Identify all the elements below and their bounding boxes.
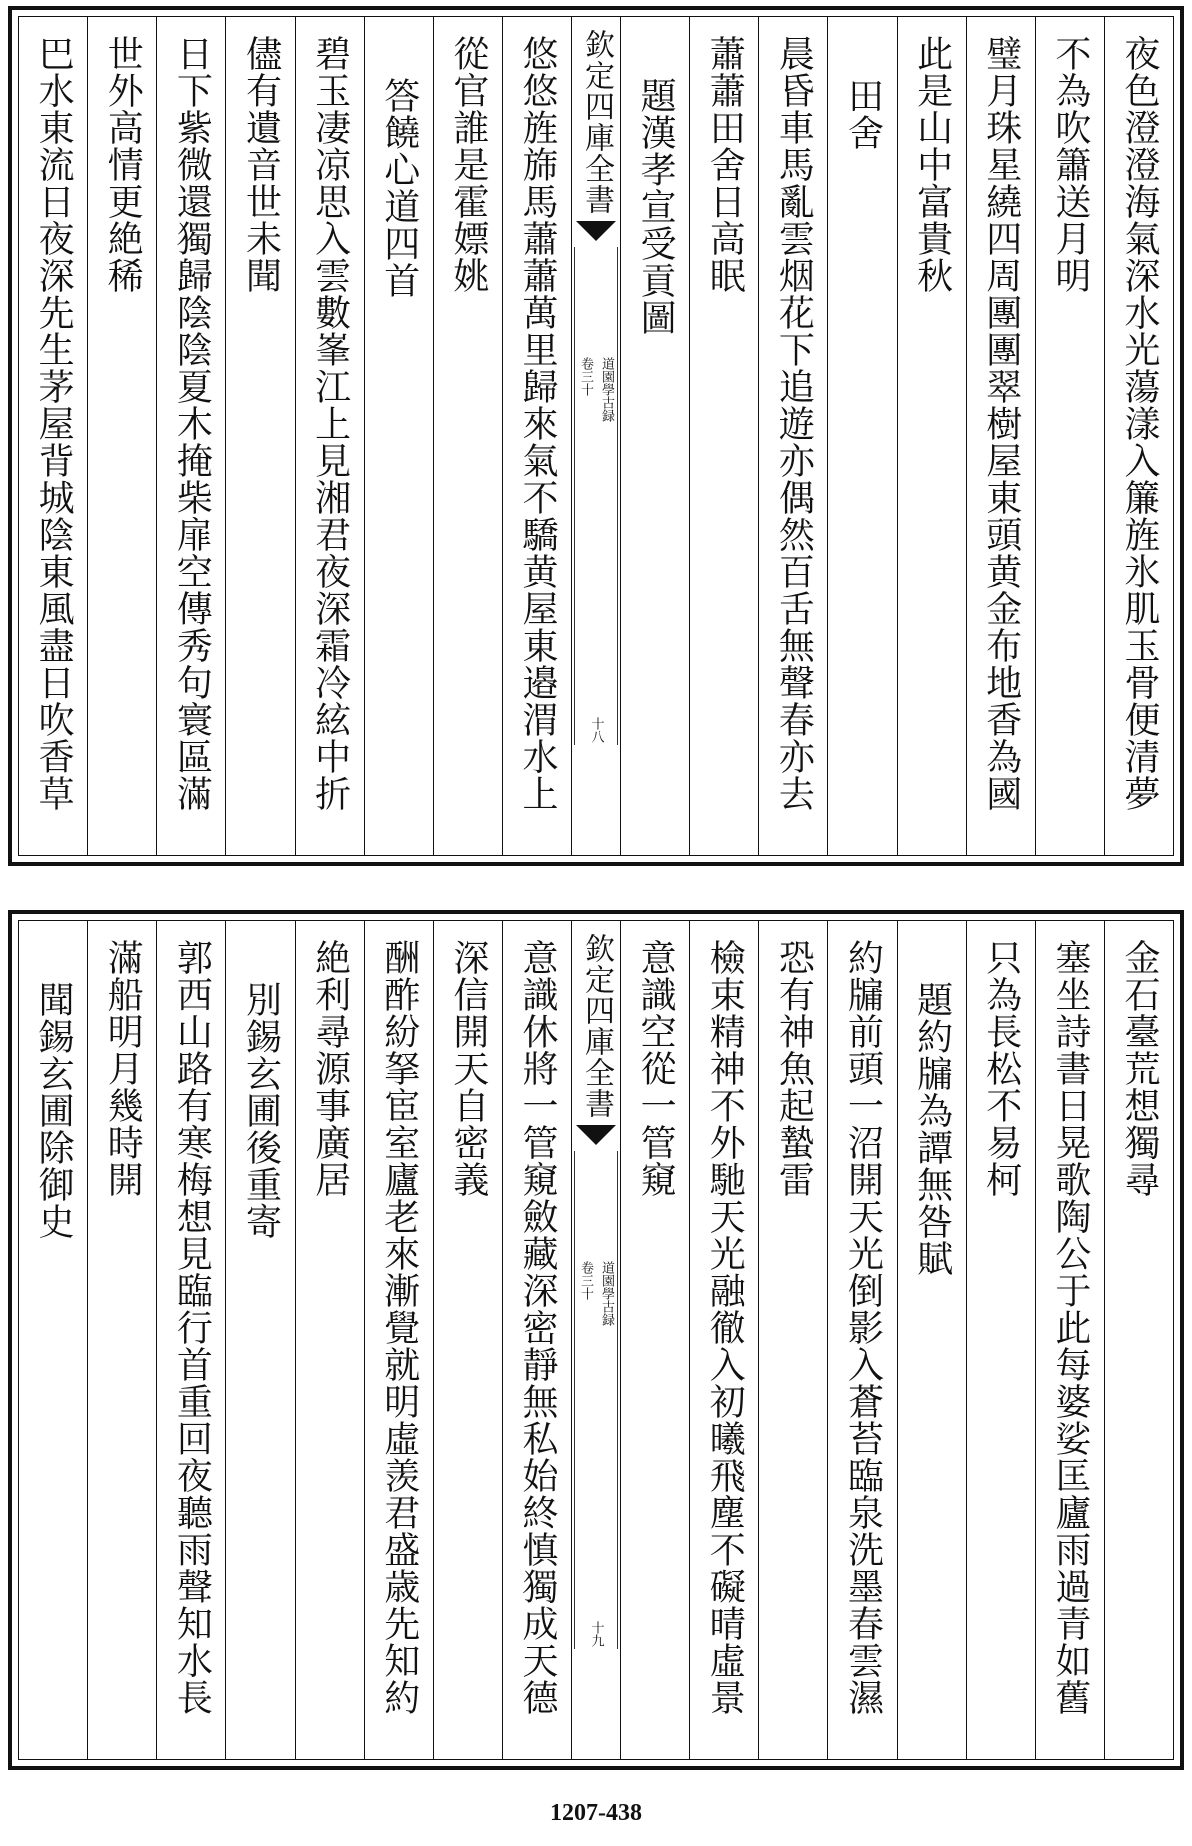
text-column xyxy=(156,17,225,855)
column-text: 晨昏車馬亂雲烟花下追遊亦偶然百舌無聲春亦去 xyxy=(773,35,815,812)
text-column xyxy=(87,17,156,855)
text-column xyxy=(966,17,1035,855)
text-column xyxy=(689,921,758,1759)
column-text: 夜色澄澄海氣深水光蕩漾入簾旌氷肌玉骨便清夢 xyxy=(1118,35,1160,812)
column-text: 深信開天自密義 xyxy=(447,939,489,1198)
book-title: 道園學古録 xyxy=(599,1261,614,1326)
text-column xyxy=(827,921,896,1759)
column-text: 儘有遺音世未聞 xyxy=(240,35,282,294)
text-column xyxy=(897,17,966,855)
collection-title: 欽定四庫全書 xyxy=(579,933,614,1119)
text-column xyxy=(364,17,433,855)
column-text: 不為吹簫送月明 xyxy=(1049,35,1091,294)
text-column xyxy=(1104,17,1173,855)
text-column xyxy=(1035,921,1104,1759)
text-column xyxy=(620,921,689,1759)
column-text: 金石臺荒想獨尋 xyxy=(1118,939,1160,1198)
column-text: 意識空從一管窺 xyxy=(635,939,677,1198)
column-text: 田舍 xyxy=(842,77,884,151)
column-text: 滿船明月幾時開 xyxy=(102,939,144,1198)
center-rule xyxy=(574,247,618,745)
book-volume-label xyxy=(576,357,616,422)
column-text: 題漢孝宣受貢圖 xyxy=(635,77,677,336)
column-text: 聞錫玄圃除御史 xyxy=(33,981,75,1240)
column-text: 日下紫微還獨歸陰陰夏木掩柴扉空傳秀句寰區滿 xyxy=(171,35,213,812)
fish-tail-mark-icon xyxy=(576,221,616,241)
text-column xyxy=(1035,17,1104,855)
column-text: 從官誰是霍嫖姚 xyxy=(447,35,489,294)
leaf-number: 十八 xyxy=(588,717,604,743)
text-column xyxy=(225,17,294,855)
text-column xyxy=(689,17,758,855)
top-page xyxy=(8,6,1184,866)
column-text: 世外高情更絶稀 xyxy=(102,35,144,294)
text-column xyxy=(502,921,571,1759)
text-column xyxy=(827,17,896,855)
collection-title: 欽定四庫全書 xyxy=(579,29,614,215)
column-text: 別錫玄圃後重寄 xyxy=(240,981,282,1240)
text-column xyxy=(433,17,502,855)
book-volume-label xyxy=(576,1261,616,1326)
text-column xyxy=(620,17,689,855)
text-column xyxy=(295,17,364,855)
page-code: 1207-438 xyxy=(550,1800,642,1826)
column-text: 巴水東流日夜深先生茅屋背城陰東風盡日吹香草 xyxy=(33,35,75,812)
text-column xyxy=(19,921,87,1759)
bottom-page xyxy=(8,910,1184,1770)
text-column xyxy=(758,17,827,855)
column-text: 璧月珠星繞四周團團翠樹屋東頭黄金布地香為國 xyxy=(980,35,1022,812)
fish-tail-mark-icon xyxy=(576,1125,616,1145)
column-text: 檢束精神不外馳天光融徹入初曦飛塵不礙晴虛景 xyxy=(704,939,746,1716)
center-fold-column xyxy=(571,17,620,855)
column-text: 酬酢紛拏宦室廬老來漸覺就明虛羡君盛歳先知約 xyxy=(378,939,420,1716)
column-text: 題約牖為譚無咎賦 xyxy=(911,981,953,1277)
text-column xyxy=(433,921,502,1759)
column-text: 只為長松不易柯 xyxy=(980,939,1022,1198)
column-text: 絶利尋源事廣居 xyxy=(309,939,351,1198)
text-column xyxy=(364,921,433,1759)
text-column xyxy=(225,921,294,1759)
top-page-frame xyxy=(18,16,1174,856)
column-text: 此是山中富貴秋 xyxy=(911,35,953,294)
text-column xyxy=(295,921,364,1759)
text-column xyxy=(502,17,571,855)
column-text: 碧玉凄凉思入雲數峯江上見湘君夜深霜冷絃中折 xyxy=(309,35,351,812)
column-text: 答饒心道四首 xyxy=(378,77,420,299)
column-text: 郭西山路有寒梅想見臨行首重回夜聽雨聲知水長 xyxy=(171,939,213,1716)
column-text: 意識休將一管窺斂藏深密靜無私始終慎獨成天德 xyxy=(516,939,558,1716)
volume-number: 卷三十 xyxy=(578,1261,593,1300)
leaf-number: 十九 xyxy=(588,1621,604,1647)
center-rule xyxy=(574,1151,618,1649)
book-title: 道園學古録 xyxy=(599,357,614,422)
text-column xyxy=(758,921,827,1759)
text-column xyxy=(87,921,156,1759)
column-text: 蕭蕭田舍日高眠 xyxy=(704,35,746,294)
column-text: 約牖前頭一沼開天光倒影入蒼苔臨泉洗墨春雲濕 xyxy=(842,939,884,1716)
bottom-page-frame xyxy=(18,920,1174,1760)
volume-number: 卷三十 xyxy=(578,357,593,396)
text-column xyxy=(966,921,1035,1759)
column-text: 悠悠旌旆馬蕭蕭萬里歸來氣不驕黄屋東邉渭水上 xyxy=(516,35,558,812)
column-text: 塞坐詩書日晃歌陶公于此每婆娑匡廬雨過青如舊 xyxy=(1049,939,1091,1716)
text-column xyxy=(19,17,87,855)
text-column xyxy=(897,921,966,1759)
column-text: 恐有神魚起蟄雷 xyxy=(773,939,815,1198)
text-column xyxy=(156,921,225,1759)
text-column xyxy=(1104,921,1173,1759)
center-fold-column xyxy=(571,921,620,1759)
